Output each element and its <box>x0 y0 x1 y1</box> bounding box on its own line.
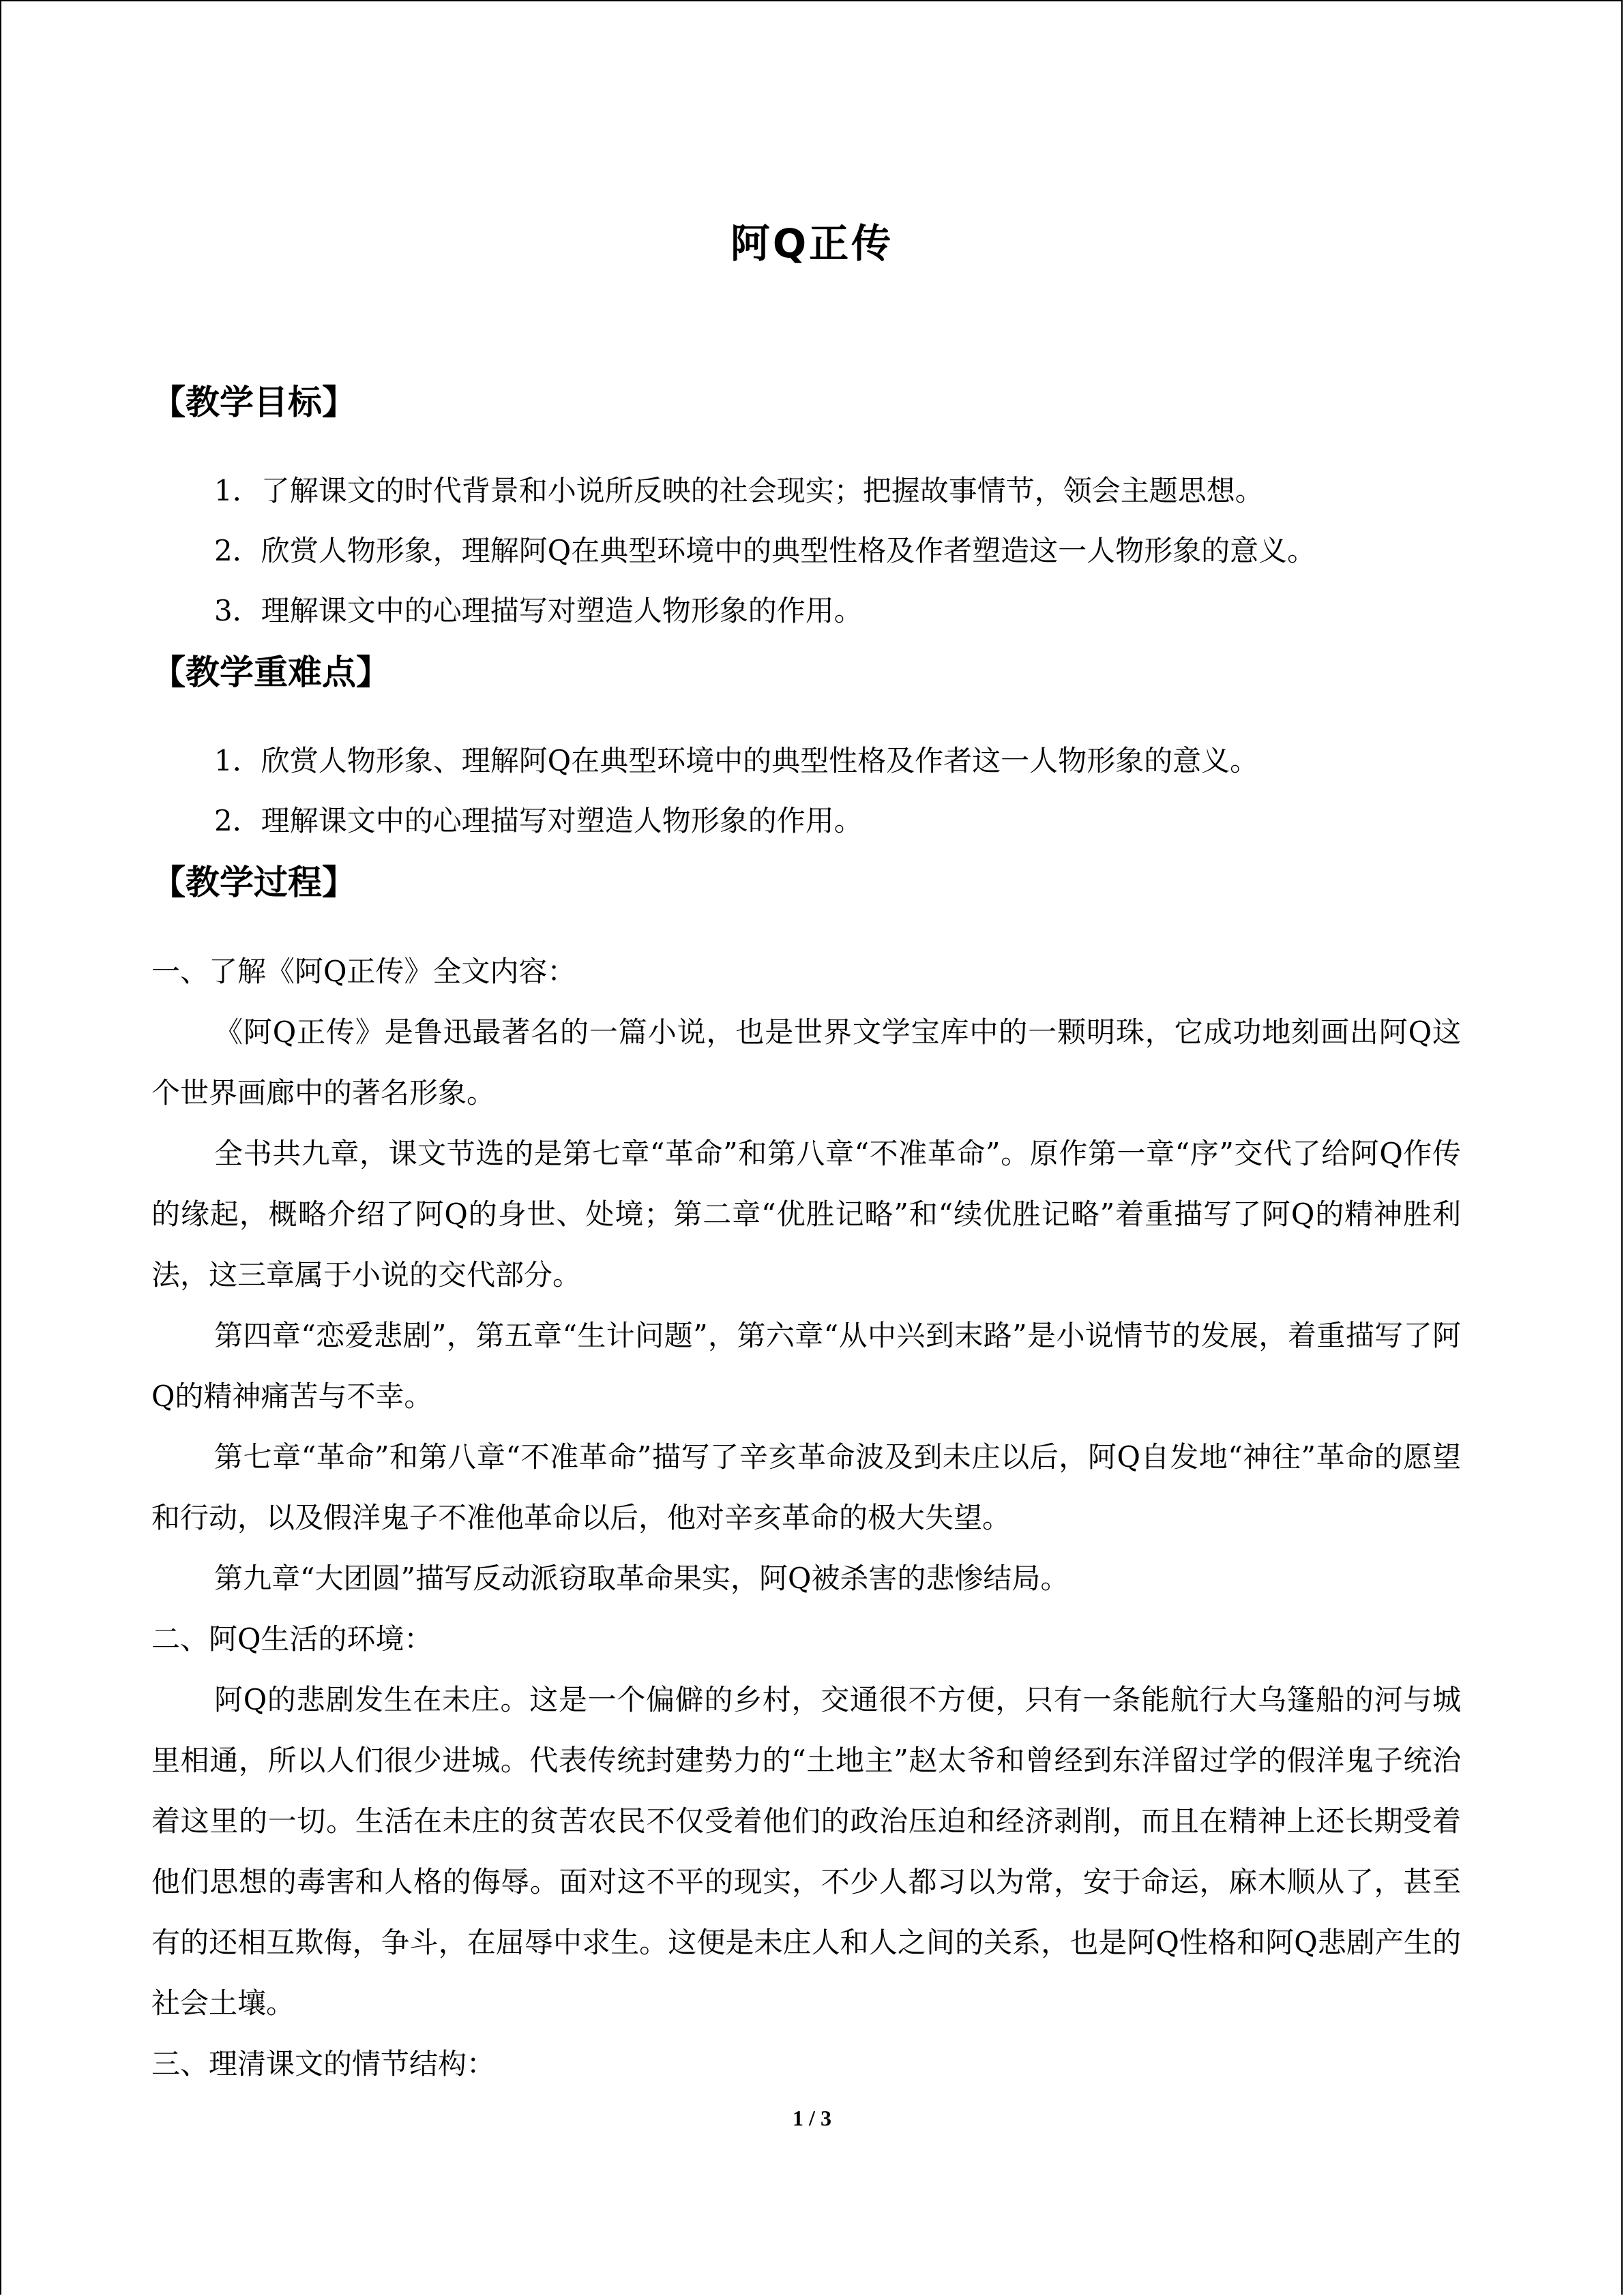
process-heading: 【教学过程】 <box>151 863 356 902</box>
document-body <box>151 375 1461 2094</box>
objectives-heading: 【教学目标】 <box>151 383 356 422</box>
part1-title: 一、了解《阿Q正传》全文内容： <box>151 955 576 988</box>
part1-paragraph: 第四章“恋爱悲剧”，第五章“生计问题”，第六章“从中兴到末路”是小说情节的发展，着重描写了阿Q的精神痛苦与不幸。 <box>151 1319 1461 1413</box>
objective-item: 3．理解课文中的心理描写对塑造人物形象的作用。 <box>214 594 863 627</box>
part1-paragraph: 第九章“大团圆”描写反动派窃取革命果实，阿Q被杀害的悲惨结局。 <box>214 1562 1069 1595</box>
objective-item: 2．欣赏人物形象，理解阿Q在典型环境中的典型性格及作者塑造这一人物形象的意义。 <box>214 534 1316 567</box>
page-number: 1 / 3 <box>793 2106 831 2130</box>
document-title: 阿Q正传 <box>730 220 894 267</box>
objective-item: 1．了解课文的时代背景和小说所反映的社会现实；把握故事情节，领会主题思想。 <box>214 474 1264 507</box>
part1-paragraph: 《阿Q正传》是鲁迅最著名的一篇小说，也是世界文学宝库中的一颗明珠，它成功地刻画出阿Q这个世界画廊中的著名形象。 <box>151 1015 1461 1109</box>
part1-paragraph: 第七章“革命”和第八章“不准革命”描写了辛亥革命波及到未庄以后，阿Q自发地“神往”革命的愿望和行动，以及假洋鬼子不准他革命以后，他对辛亥革命的极大失望。 <box>151 1440 1461 1534</box>
key-point-item: 1．欣赏人物形象、理解阿Q在典型环境中的典型性格及作者这一人物形象的意义。 <box>214 744 1259 777</box>
part2-paragraph: 阿Q的悲剧发生在未庄。这是一个偏僻的乡村，交通很不方便，只有一条能航行大乌篷船的河与城里相通，所以人们很少进城。代表传统封建势力的“土地主”赵太爷和曾经到东洋留过学的假洋鬼子统治着这里的一切。生活在未庄的贫苦农民不仅受着他们的政治压迫和经济剥削，而且在精神上还长期受着他们思想的毒害和人格的侮辱。面对这不平的现实，不少人都习以为常，安于命运，麻木顺从了，甚至有的还相互欺侮，争斗，在屈辱中求生。这便是未庄人和人之间的关系，也是阿Q性格和阿Q悲剧产生的社会土壤。 <box>151 1683 1461 2020</box>
key-point-item: 2．理解课文中的心理描写对塑造人物形象的作用。 <box>214 804 863 837</box>
part3-title: 三、理清课文的情节结构： <box>151 2047 496 2081</box>
part2-title: 二、阿Q生活的环境： <box>151 1622 433 1656</box>
part1-paragraph: 全书共九章，课文节选的是第七章“革命”和第八章“不准革命”。原作第一章“序”交代了给阿Q作传的缘起，概略介绍了阿Q的身世、处境；第二章“优胜记略”和“续优胜记略”着重描写了阿Q的精神胜利法，这三章属于小说的交代部分。 <box>151 1137 1461 1292</box>
key-points-heading: 【教学重难点】 <box>151 653 390 692</box>
